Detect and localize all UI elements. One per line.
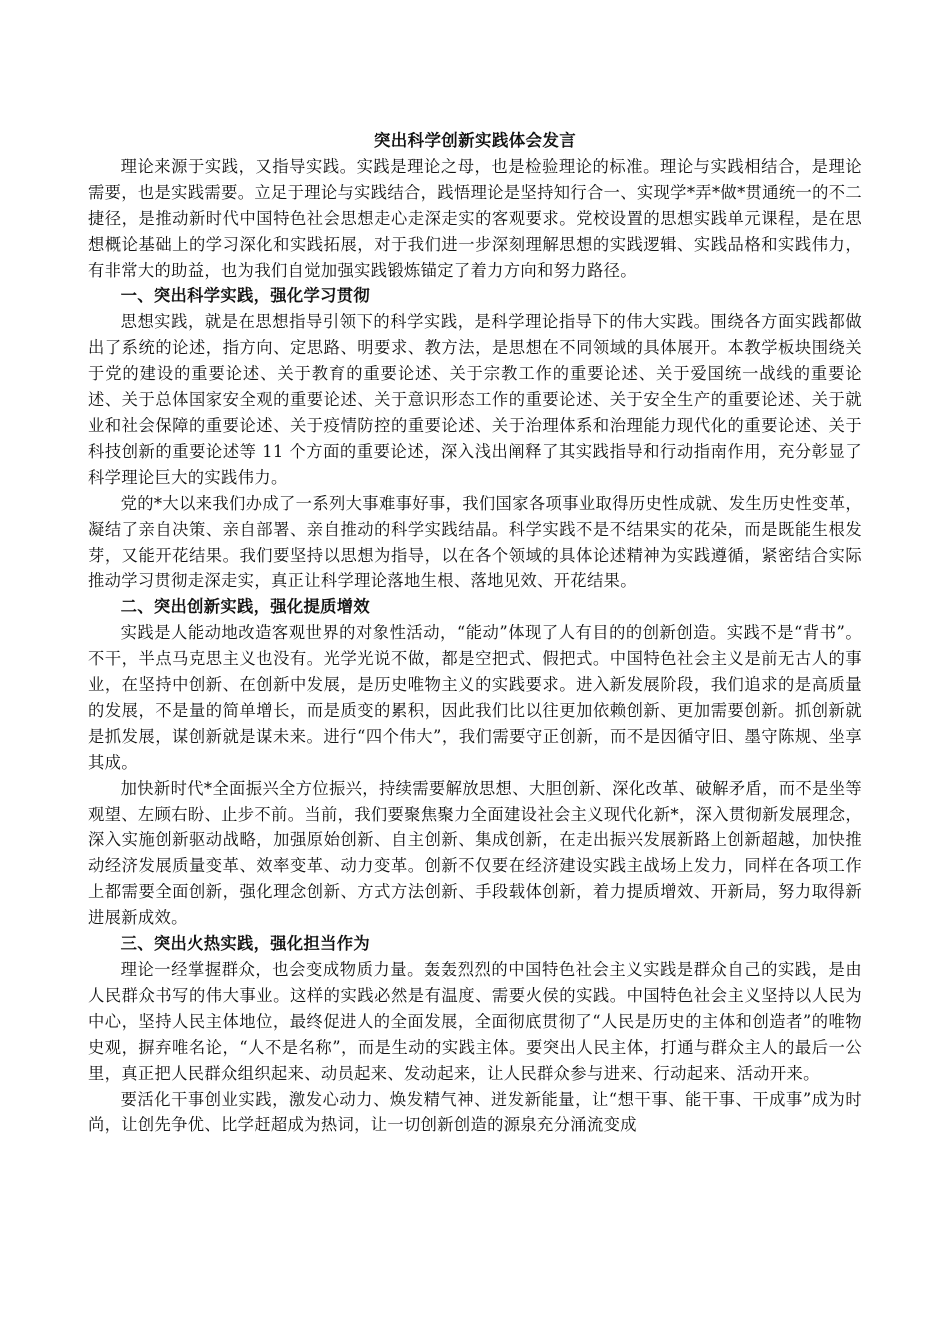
section-2-paragraph-1: 实践是人能动地改造客观世界的对象性活动，“能动”体现了人有目的的创新创造。实践不是“背书”。不干，半点马克思主义也没有。光学光说不做，都是空把式、假把式。中国特色社会主义是前无古人的事业，在坚持中创新、在创新中发展，是历史唯物主义的实践要求。进入新发展阶段，我们追求的是高质量的发展，不是量的简单增长，而是质变的累积，因此我们比以往更加依赖创新、更加需要创新。抓创新就是抓发展，谋创新就是谋未来。进行“四个伟大”，我们需要守正创新，而不是因循守旧、墨守陈规、坐享其成。 bbox=[88, 623, 862, 772]
section-2-heading: 二、突出创新实践，强化提质增效 bbox=[120, 597, 371, 617]
section-2-paragraph-2: 加快新时代*全面振兴全方位振兴，持续需要解放思想、大胆创新、深化改革、破解矛盾，而不是坐等观望、左顾右盼、止步不前。当前，我们要聚焦聚力全面建设社会主义现代化新*，深入贯彻新发展理念，深入实施创新驱动战略，加强原始创新、自主创新、集成创新，在走出振兴发展新路上创新超越，加快推动经济发展质量变革、效率变革、动力变革。创新不仅要在经济建设实践主战场上发力，同样在各项工作上都需要全面创新，强化理念创新、方式方法创新、手段载体创新，着力提质增效、开新局，努力取得新进展新成效。 bbox=[88, 778, 862, 928]
section-3-paragraph-1: 理论一经掌握群众，也会变成物质力量。轰轰烈烈的中国特色社会主义实践是群众自己的实践，是由人民群众书写的伟大事业。这样的实践必然是有温度、需要火侯的实践。中国特色社会主义坚持以人民为中心，坚持人民主体地位，最终促进人的全面发展，全面彻底贯彻了“人民是历史的主体和创造者”的唯物史观，摒弃唯名论，“人不是名称”，而是生动的实践主体。要突出人民主体，打通与群众主人的最后一公里，真正把人民群众组织起来、动员起来、发动起来，让人民群众参与进来、行动起来、活动开来。 bbox=[88, 960, 862, 1083]
section-1-paragraph-1: 思想实践，就是在思想指导引领下的科学实践，是科学理论指导下的伟大实践。围绕各方面实践都做出了系统的论述，指方向、定思路、明要求、教方法，是思想在不同领域的具体展开。本教学板块围绕关于党的建设的重要论述、关于教育的重要论述、关于宗教工作的重要论述、关于爱国统一战线的重要论述、关于总体国家安全观的重要论述、关于意识形态工作的重要论述、关于安全生产的重要论述、关于就业和社会保障的重要论述、关于疫情防控的重要论述、关于治理体系和治理能力现代化的重要论述、关于科技创新的重要论述等 11 个方面的重要论述，深入浅出阐释了其实践指导和行动指南作用，充分彰显了科学理论巨大的实践伟力。 bbox=[88, 312, 862, 487]
section-3-paragraph-2: 要活化干事创业实践，激发心动力、焕发精气神、迸发新能量，让“想干事、能干事、干成事”成为时尚，让创先争优、比学赶超成为热词，让一切创新创造的源泉充分涌流变成 bbox=[88, 1089, 862, 1135]
intro-paragraph: 理论来源于实践，又指导实践。实践是理论之母，也是检验理论的标准。理论与实践相结合，是理论需要，也是实践需要。立足于理论与实践结合，践悟理论是坚持知行合一、实现学*弄*做*贯通统一的不二捷径，是推动新时代中国特色社会思想走心走深走实的客观要求。党校设置的思想实践单元课程，是在思想概论基础上的学习深化和实践拓展，对于我们进一步深刻理解思想的实践逻辑、实践品格和实践伟力，有非常大的助益，也为我们自觉加强实践锻炼锚定了着力方向和努力路径。 bbox=[88, 156, 862, 280]
section-1-paragraph-2: 党的*大以来我们办成了一系列大事难事好事，我们国家各项事业取得历史性成就、发生历史性变革，凝结了亲自决策、亲自部署、亲自推动的科学实践结晶。科学实践不是不结果实的花朵，而是既能生根发芽，又能开花结果。我们要坚持以思想为指导，以在各个领域的具体论述精神为实践遵循，紧密结合实际推动学习贯彻走深走实，真正让科学理论落地生根、落地见效、开花结果。 bbox=[88, 493, 862, 591]
section-3-heading: 三、突出火热实践，强化担当作为 bbox=[120, 934, 371, 954]
section-1-heading: 一、突出科学实践，强化学习贯彻 bbox=[120, 286, 371, 306]
document-page bbox=[88, 128, 862, 1138]
document-title: 突出科学创新实践体会发言 bbox=[373, 131, 577, 150]
